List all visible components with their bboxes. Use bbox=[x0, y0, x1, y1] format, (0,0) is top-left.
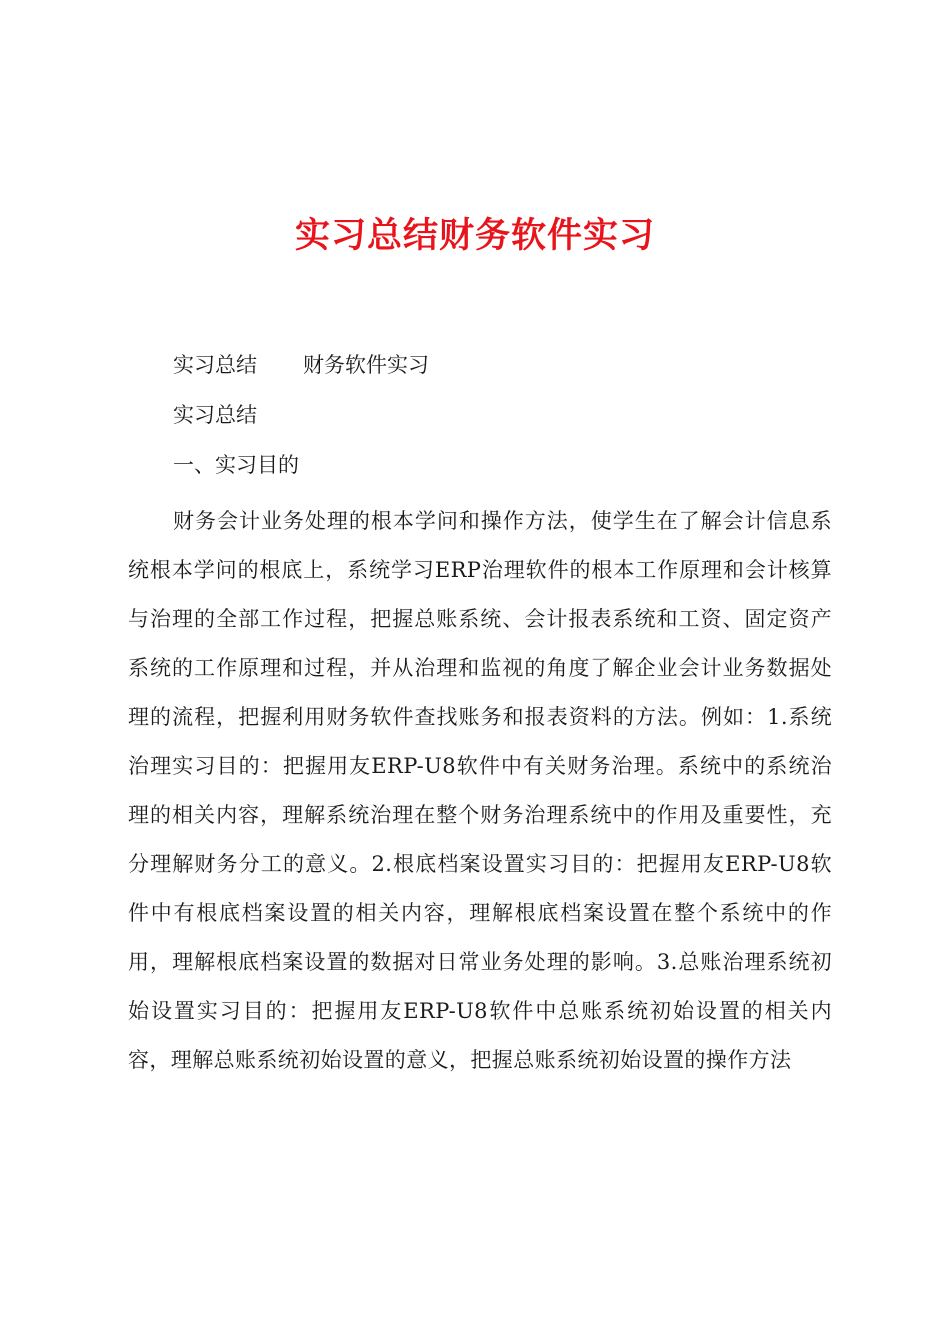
subtitle-line bbox=[173, 350, 429, 380]
document-title: 实习总结财务软件实习 bbox=[294, 216, 655, 256]
subtitle-left: 实习总结 bbox=[173, 353, 257, 377]
section-label: 实习总结 bbox=[173, 403, 257, 427]
heading-objective: 一、实习目的 bbox=[173, 453, 299, 477]
subtitle-right: 财务软件实习 bbox=[303, 353, 429, 377]
body-paragraph: 财务会计业务处理的根本学问和操作方法，使学生在了解会计信息系统根本学问的根底上，系统学习ERP治理软件的根本工作原理和会计核算与治理的全部工作过程，把握总账系统、会计报表系统和工资、固定资产系统的工作原理和过程，并从治理和监视的角度了解企业会计业务数据处理的流程，把握利用财务软件查找账务和报表资料的方法。例如：1.系统治理实习目的：把握用友ERP-U8软件中有关财务治理。系统中的系统治理的相关内容，理解系统治理在整个财务治理系统中的作用及重要性，充分理解财务分工的意义。2.根底档案设置实习目的：把握用友ERP-U8软件中有根底档案设置的相关内容，理解根底档案设置在整个系统中的作用，理解根底档案设置的数据对日常业务处理的影响。3.总账治理系统初始设置实习目的：把握用友ERP-U8软件中总账系统初始设置的相关内容，理解总账系统初始设置的意义，把握总账系统初始设置的操作方法 bbox=[128, 509, 832, 1072]
